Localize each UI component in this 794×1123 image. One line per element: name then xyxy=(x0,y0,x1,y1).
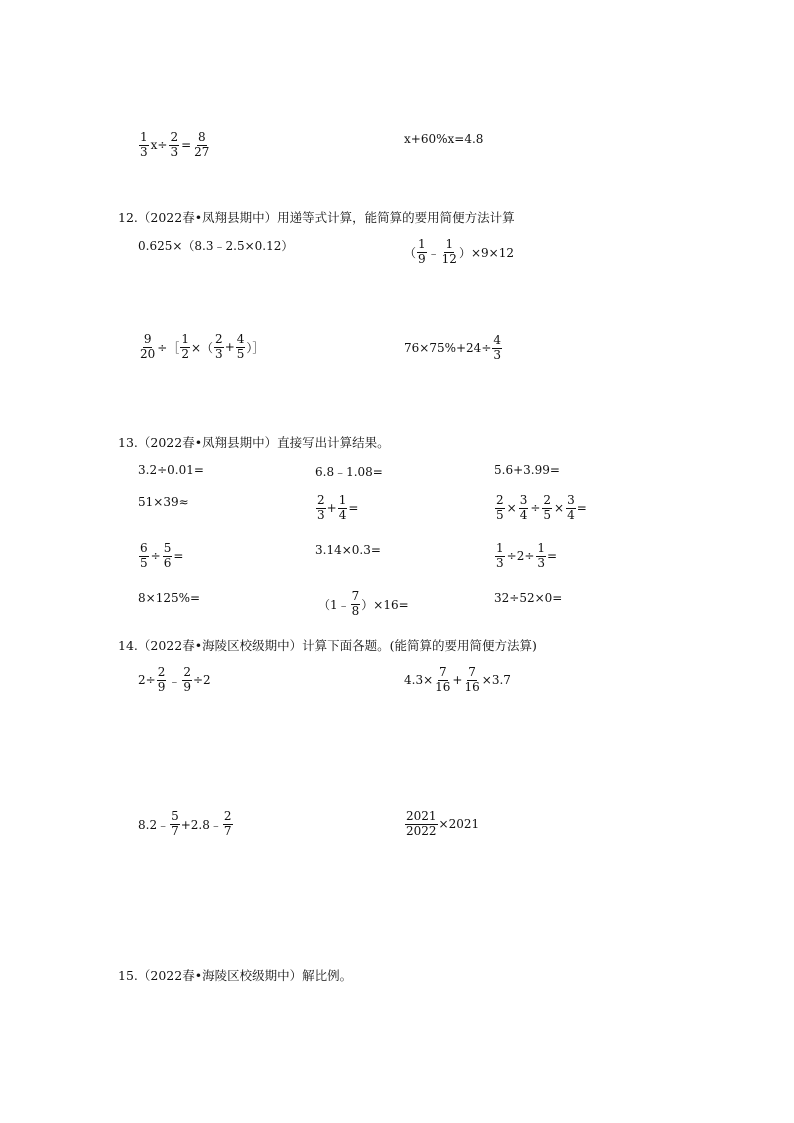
fraction: $\frac{1}{3}$ xyxy=(537,541,546,570)
q14-expression-1: 2÷ $\frac{2}{9}$ ﹣ $\frac{2}{9}$ ÷2 xyxy=(138,665,211,694)
fraction: 1 12 xyxy=(441,237,457,266)
fraction: $\frac{7}{16}$ xyxy=(435,665,451,694)
q11-equation-1: 1 3 x÷ $\frac{2}{3}$ = $\frac{8}{27}$ xyxy=(140,130,210,159)
fraction: 2 3 xyxy=(317,493,325,522)
q12-expression-2: （ 1 9 ﹣ 1 12 ）×9×12 xyxy=(404,237,514,266)
q14-expression-4: $\frac{2021}{2022}$ ×2021 xyxy=(406,809,480,838)
fraction: 1 3 xyxy=(140,130,148,159)
fraction: $\frac{2021}{2022}$ xyxy=(406,809,437,838)
q12-heading: 12.（2022春•凤翔县期中）用递等式计算，能简算的要用简便方法计算 xyxy=(118,210,515,225)
fraction: 2 3 xyxy=(215,332,223,361)
q13-item-r4c2: （1﹣ 7 8 ）×16= xyxy=(318,589,409,618)
fraction: $\frac{2}{3}$ xyxy=(170,130,179,159)
fraction: $\frac{7}{16}$ xyxy=(464,665,480,694)
fraction: $\frac{6}{5}$ xyxy=(140,541,148,570)
q13-item-r3c1: $\frac{6}{5}$ ÷ $\frac{5}{6}$ = xyxy=(140,541,184,570)
fraction: $\frac{1}{2}$ xyxy=(181,332,189,361)
q13-heading: 13.（2022春•凤翔县期中）直接写出计算结果。 xyxy=(118,435,390,450)
q11-equation-2: x+60%x=4.8 xyxy=(404,132,484,146)
q14-expression-2: 4.3× $\frac{7}{16}$ + $\frac{7}{16}$ ×3.7 xyxy=(404,665,511,694)
q13-item-r2c3: $\frac{2}{5}$ × $\frac{3}{4}$ ÷ $\frac{2}{5}$ × $\frac{3}{4}$ = xyxy=(496,493,587,522)
fraction: $\frac{2}{9}$ xyxy=(183,665,191,694)
fraction: $\frac{8}{27}$ xyxy=(194,130,210,159)
q13-item-r4c1: 8×125%= xyxy=(138,591,201,605)
fraction: $\frac{2}{9}$ xyxy=(157,665,166,694)
fraction: $\frac{1}{4}$ xyxy=(338,493,347,522)
q15-heading: 15.（2022春•海陵区校级期中）解比例。 xyxy=(118,968,353,983)
q13-item-r3c2: 3.14×0.3= xyxy=(315,543,381,557)
fraction: $\frac{2}{5}$ xyxy=(496,493,504,522)
fraction: $\frac{2}{5}$ xyxy=(543,493,552,522)
fraction: 2 7 xyxy=(223,809,232,838)
q12-expression-4: 76×75%+24÷ $\frac{4}{3}$ xyxy=(404,333,502,362)
fraction: 5 7 xyxy=(171,809,179,838)
q12-expression-3: $\frac{9}{20}$ ÷［ $\frac{1}{2}$ ×（ 2 3 + $\frac{4}{5}$ ）］ xyxy=(140,332,265,361)
q13-item-r1c2: 6.8﹣1.08= xyxy=(315,465,383,479)
q13-item-r2c1: 51×39≈ xyxy=(138,495,189,509)
q13-item-r4c3: 32÷52×0= xyxy=(494,591,563,605)
fraction: $\frac{4}{5}$ xyxy=(236,332,245,361)
fraction: 7 8 xyxy=(351,589,360,618)
fraction: $\frac{1}{3}$ xyxy=(496,541,504,570)
q13-item-r1c1: 3.2÷0.01= xyxy=(138,463,204,477)
q13-item-r1c3: 5.6+3.99= xyxy=(494,463,560,477)
fraction: 1 9 xyxy=(418,237,426,266)
fraction: $\frac{3}{4}$ xyxy=(519,493,528,522)
q13-item-r2c2: 2 3 + $\frac{1}{4}$ = xyxy=(317,493,359,522)
q14-expression-3: 8.2﹣ 5 7 +2.8﹣ 2 7 xyxy=(138,809,232,838)
fraction: $\frac{9}{20}$ xyxy=(140,332,156,361)
fraction: $\frac{3}{4}$ xyxy=(567,493,575,522)
fraction: $\frac{5}{6}$ xyxy=(163,541,172,570)
q12-expression-1: 0.625×（8.3﹣2.5×0.12） xyxy=(138,239,294,253)
q14-heading: 14.（2022春•海陵区校级期中）计算下面各题。(能简算的要用简便方法算) xyxy=(118,638,537,653)
fraction: $\frac{4}{3}$ xyxy=(493,333,502,362)
q13-item-r3c3: $\frac{1}{3}$ ÷2÷ $\frac{1}{3}$ = xyxy=(496,541,558,570)
